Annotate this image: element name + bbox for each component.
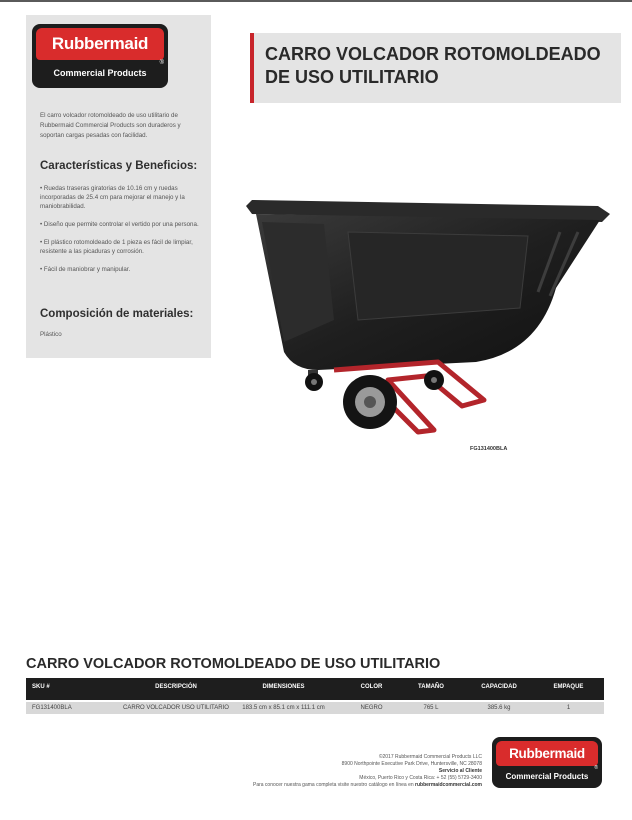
header-dimensions: DIMENSIONES	[262, 684, 305, 690]
footer-address: 8900 Northpointe Executive Park Drive, Huntersville, NC 28078	[341, 761, 482, 767]
header-description: DESCRIPCIÓN	[155, 684, 197, 690]
table-title: CARRO VOLCADOR ROTOMOLDEADO DE USO UTILITARIO	[26, 656, 441, 672]
feature-item: • Fácil de maniobrar y manipular.	[40, 266, 131, 273]
footer-brand-logo	[492, 737, 602, 788]
table-header	[26, 678, 604, 700]
brand-logo-name: Rubbermaid	[36, 28, 164, 60]
brand-logo-subtitle: Commercial Products	[53, 68, 147, 78]
cell-package: 1	[566, 705, 571, 711]
footer-catalog-prefix: Para conocer nuestra gama completa visite nuestro catálogo en línea en	[252, 782, 416, 788]
page-title: CARRO VOLCADOR ROTOMOLDEADO DE USO UTILITARIO	[265, 44, 601, 87]
features-list	[40, 184, 205, 283]
footer-brand-name: Rubbermaid	[496, 741, 598, 766]
footer-text	[253, 754, 482, 789]
tilt-truck-cart-icon	[238, 192, 618, 442]
feature-item: • El plástico rotomoldeado de 1 pieza es fácil de limpiar, resistente a las picaduras y corrosión.	[40, 239, 193, 255]
feature-item: • Ruedas traseras giratorias de 10.16 cm y ruedas incorporadas de 25.4 cm para mejorar el manejo y la maniobrabilidad.	[40, 185, 185, 210]
cell-size: 765 L	[423, 705, 439, 711]
cell-dimensions: 183.5 cm x 85.1 cm x 111.1 cm	[242, 705, 325, 711]
feature-item: • Diseño que permite controlar el vertido por una persona.	[40, 221, 199, 228]
footer-catalog	[253, 782, 482, 789]
header-capacity: CAPACIDAD	[481, 684, 517, 690]
footer-brand-subtitle: Commercial Products	[505, 772, 589, 781]
table-row	[26, 702, 604, 714]
footer-phone: México, Puerto Rico y Costa Rica: + 52 (55) 5729-3400	[359, 775, 482, 781]
registered-mark: ®	[159, 60, 164, 66]
cell-color: NEGRO	[360, 705, 383, 711]
footer-service: Servicio al Cliente	[438, 768, 482, 774]
cell-description: CARRO VOLCADOR USO UTILITARIO	[123, 705, 229, 711]
footer-copyright: ©2017 Rubbermaid Commercial Products LLC	[378, 754, 482, 760]
top-rule	[0, 0, 632, 2]
header-color: COLOR	[360, 684, 383, 690]
product-sku-caption: FG131400BLA	[470, 446, 508, 452]
header-size: TAMAÑO	[418, 684, 444, 690]
materials-text: Plástico	[40, 331, 62, 338]
cell-capacity: 385.6 kg	[487, 705, 511, 711]
header-package: EMPAQUE	[553, 684, 584, 690]
brand-logo	[32, 24, 168, 88]
materials-heading: Composición de materiales:	[40, 308, 194, 320]
features-heading: Características y Beneficios:	[40, 160, 198, 172]
footer-catalog-link[interactable]: rubbermaidcommercial.com	[415, 782, 482, 788]
page-title-box	[250, 33, 621, 103]
footer-registered-mark: ®	[594, 765, 598, 771]
intro-text: El carro volcador rotomoldeado de uso utilitario de Rubbermaid Commercial Products son duraderos y soportan cargas pesadas con facilidad.	[40, 112, 181, 139]
header-sku: SKU #	[32, 684, 50, 690]
cell-sku: FG131400BLA	[32, 705, 72, 711]
